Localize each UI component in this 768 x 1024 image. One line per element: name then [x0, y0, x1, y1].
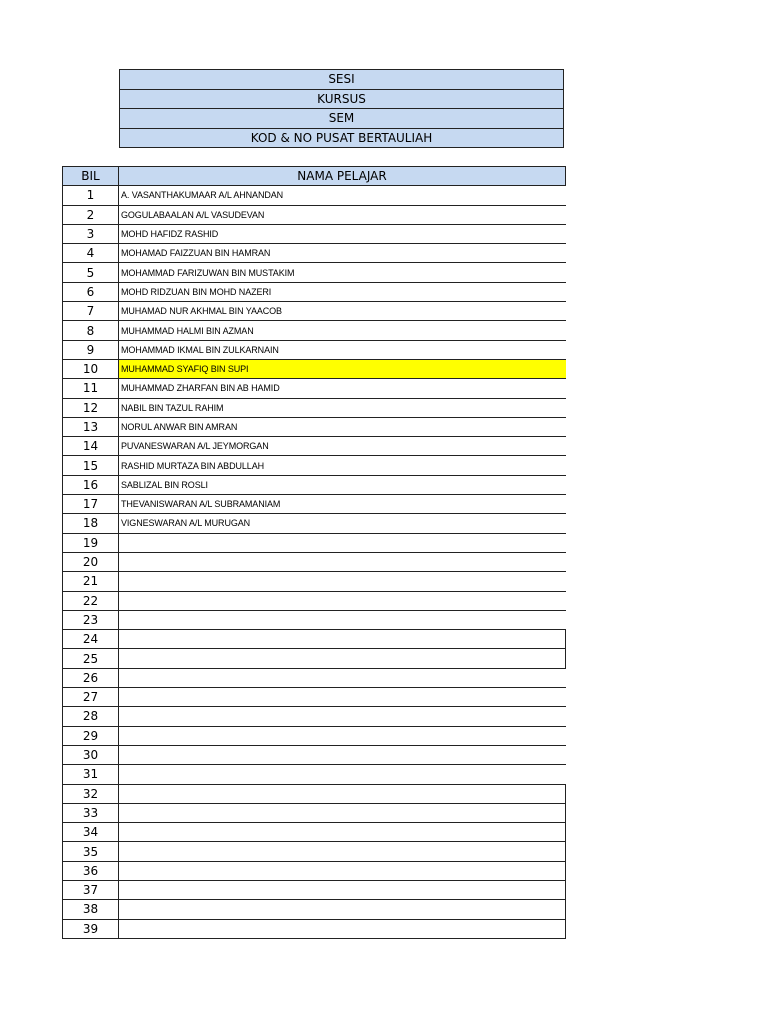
bil-cell[interactable]: 39 — [63, 919, 119, 938]
table-row — [63, 610, 566, 629]
table-row — [63, 205, 566, 224]
bil-cell[interactable]: 7 — [63, 302, 119, 321]
table-row — [63, 302, 566, 321]
bil-cell[interactable]: 21 — [63, 572, 119, 591]
student-name-cell[interactable] — [119, 707, 566, 726]
table-row — [63, 803, 566, 822]
table-row — [63, 224, 566, 243]
table-row — [63, 533, 566, 552]
table-row — [63, 784, 566, 803]
bil-cell[interactable]: 32 — [63, 784, 119, 803]
table-row — [63, 321, 566, 340]
bil-cell[interactable]: 26 — [63, 668, 119, 687]
student-rows — [63, 186, 566, 939]
table-row — [63, 745, 566, 764]
table-row — [63, 417, 566, 436]
table-row — [63, 552, 566, 571]
column-header-nama[interactable]: NAMA PELAJAR — [119, 167, 566, 186]
bil-cell[interactable]: 5 — [63, 263, 119, 282]
bil-cell[interactable]: 37 — [63, 880, 119, 899]
bil-cell[interactable]: 38 — [63, 900, 119, 919]
table-row — [63, 456, 566, 475]
student-table — [62, 166, 566, 939]
bil-cell[interactable]: 6 — [63, 282, 119, 301]
student-name-cell[interactable] — [119, 649, 566, 668]
student-name-cell[interactable] — [119, 784, 566, 803]
student-name-cell[interactable] — [119, 726, 566, 745]
student-name-cell[interactable]: MUHAMMAD SYAFIQ BIN SUPI — [119, 359, 566, 378]
student-name-cell[interactable]: MOHAMAD FAIZZUAN BIN HAMRAN — [119, 244, 566, 263]
student-name-cell[interactable] — [119, 610, 566, 629]
student-name-cell[interactable] — [119, 533, 566, 552]
table-row — [63, 823, 566, 842]
course-info-box — [119, 69, 564, 148]
student-name-cell[interactable]: MUHAMAD NUR AKHMAL BIN YAACOB — [119, 302, 566, 321]
bil-cell[interactable]: 2 — [63, 205, 119, 224]
bil-cell[interactable]: 4 — [63, 244, 119, 263]
bil-cell[interactable]: 13 — [63, 417, 119, 436]
student-name-cell[interactable] — [119, 842, 566, 861]
student-name-cell[interactable] — [119, 823, 566, 842]
table-row — [63, 707, 566, 726]
student-name-cell[interactable] — [119, 552, 566, 571]
table-row — [63, 765, 566, 784]
student-name-cell[interactable]: RASHID MURTAZA BIN ABDULLAH — [119, 456, 566, 475]
table-row — [63, 649, 566, 668]
student-name-cell[interactable] — [119, 880, 566, 899]
bil-cell[interactable]: 34 — [63, 823, 119, 842]
table-row — [63, 919, 566, 938]
table-row — [63, 282, 566, 301]
student-name-cell[interactable] — [119, 688, 566, 707]
table-row — [63, 726, 566, 745]
student-name-cell[interactable]: A. VASANTHAKUMAAR A/L AHNANDAN — [119, 186, 566, 205]
student-name-cell[interactable] — [119, 803, 566, 822]
bil-cell[interactable]: 35 — [63, 842, 119, 861]
student-name-cell[interactable]: VIGNESWARAN A/L MURUGAN — [119, 514, 566, 533]
table-row — [63, 842, 566, 861]
student-name-cell[interactable] — [119, 745, 566, 764]
table-row — [63, 244, 566, 263]
table-row — [63, 495, 566, 514]
student-name-cell[interactable] — [119, 919, 566, 938]
bil-cell[interactable]: 14 — [63, 437, 119, 456]
bil-cell[interactable]: 12 — [63, 398, 119, 417]
bil-cell[interactable]: 20 — [63, 552, 119, 571]
bil-cell[interactable]: 24 — [63, 630, 119, 649]
bil-cell[interactable]: 11 — [63, 379, 119, 398]
info-cell-kursus[interactable]: KURSUS — [120, 89, 564, 109]
bil-cell[interactable]: 16 — [63, 475, 119, 494]
table-header-row — [63, 167, 566, 186]
table-row — [63, 475, 566, 494]
table-row — [63, 186, 566, 205]
table-row — [63, 591, 566, 610]
student-name-cell[interactable]: MUHAMMAD ZHARFAN BIN AB HAMID — [119, 379, 566, 398]
info-row-sesi — [120, 70, 564, 90]
table-row — [63, 572, 566, 591]
student-name-cell[interactable]: GOGULABAALAN A/L VASUDEVAN — [119, 205, 566, 224]
info-row-kod — [120, 128, 564, 148]
student-name-cell[interactable]: NORUL ANWAR BIN AMRAN — [119, 417, 566, 436]
table-row — [63, 379, 566, 398]
bil-cell[interactable]: 23 — [63, 610, 119, 629]
info-cell-sem[interactable]: SEM — [120, 109, 564, 129]
info-cell-sesi[interactable]: SESI — [120, 70, 564, 90]
bil-cell[interactable]: 8 — [63, 321, 119, 340]
bil-cell[interactable]: 15 — [63, 456, 119, 475]
bil-cell[interactable]: 19 — [63, 533, 119, 552]
student-name-cell[interactable]: PUVANESWARAN A/L JEYMORGAN — [119, 437, 566, 456]
student-name-cell[interactable] — [119, 668, 566, 687]
bil-cell[interactable]: 25 — [63, 649, 119, 668]
bil-cell[interactable]: 28 — [63, 707, 119, 726]
info-cell-kod[interactable]: KOD & NO PUSAT BERTAULIAH — [120, 128, 564, 148]
bil-cell[interactable]: 30 — [63, 745, 119, 764]
student-name-cell[interactable] — [119, 765, 566, 784]
table-row — [63, 900, 566, 919]
table-row — [63, 263, 566, 282]
table-row — [63, 630, 566, 649]
bil-cell[interactable]: 1 — [63, 186, 119, 205]
column-header-bil[interactable]: BIL — [63, 167, 119, 186]
table-row — [63, 340, 566, 359]
table-row — [63, 437, 566, 456]
bil-cell[interactable]: 27 — [63, 688, 119, 707]
student-name-cell[interactable] — [119, 572, 566, 591]
student-name-cell[interactable]: THEVANISWARAN A/L SUBRAMANIAM — [119, 495, 566, 514]
student-name-cell[interactable]: MOHD RIDZUAN BIN MOHD NAZERI — [119, 282, 566, 301]
bil-cell[interactable]: 33 — [63, 803, 119, 822]
bil-cell[interactable]: 9 — [63, 340, 119, 359]
student-name-cell[interactable] — [119, 861, 566, 880]
info-row-sem — [120, 109, 564, 129]
student-name-cell[interactable]: SABLIZAL BIN ROSLI — [119, 475, 566, 494]
table-row — [63, 688, 566, 707]
bil-cell[interactable]: 10 — [63, 359, 119, 378]
student-name-cell[interactable]: MUHAMMAD HALMI BIN AZMAN — [119, 321, 566, 340]
student-name-cell[interactable]: NABIL BIN TAZUL RAHIM — [119, 398, 566, 417]
table-row — [63, 668, 566, 687]
student-name-cell[interactable]: MOHD HAFIDZ RASHID — [119, 224, 566, 243]
student-name-cell[interactable] — [119, 900, 566, 919]
bil-cell[interactable]: 17 — [63, 495, 119, 514]
student-name-cell[interactable] — [119, 591, 566, 610]
student-name-cell[interactable]: MOHAMMAD IKMAL BIN ZULKARNAIN — [119, 340, 566, 359]
bil-cell[interactable]: 31 — [63, 765, 119, 784]
bil-cell[interactable]: 22 — [63, 591, 119, 610]
table-row — [63, 359, 566, 378]
student-name-cell[interactable]: MOHAMMAD FARIZUWAN BIN MUSTAKIM — [119, 263, 566, 282]
table-row — [63, 514, 566, 533]
bil-cell[interactable]: 36 — [63, 861, 119, 880]
student-name-cell[interactable] — [119, 630, 566, 649]
table-row — [63, 398, 566, 417]
info-row-kursus — [120, 89, 564, 109]
bil-cell[interactable]: 18 — [63, 514, 119, 533]
bil-cell[interactable]: 29 — [63, 726, 119, 745]
bil-cell[interactable]: 3 — [63, 224, 119, 243]
table-row — [63, 880, 566, 899]
table-row — [63, 861, 566, 880]
